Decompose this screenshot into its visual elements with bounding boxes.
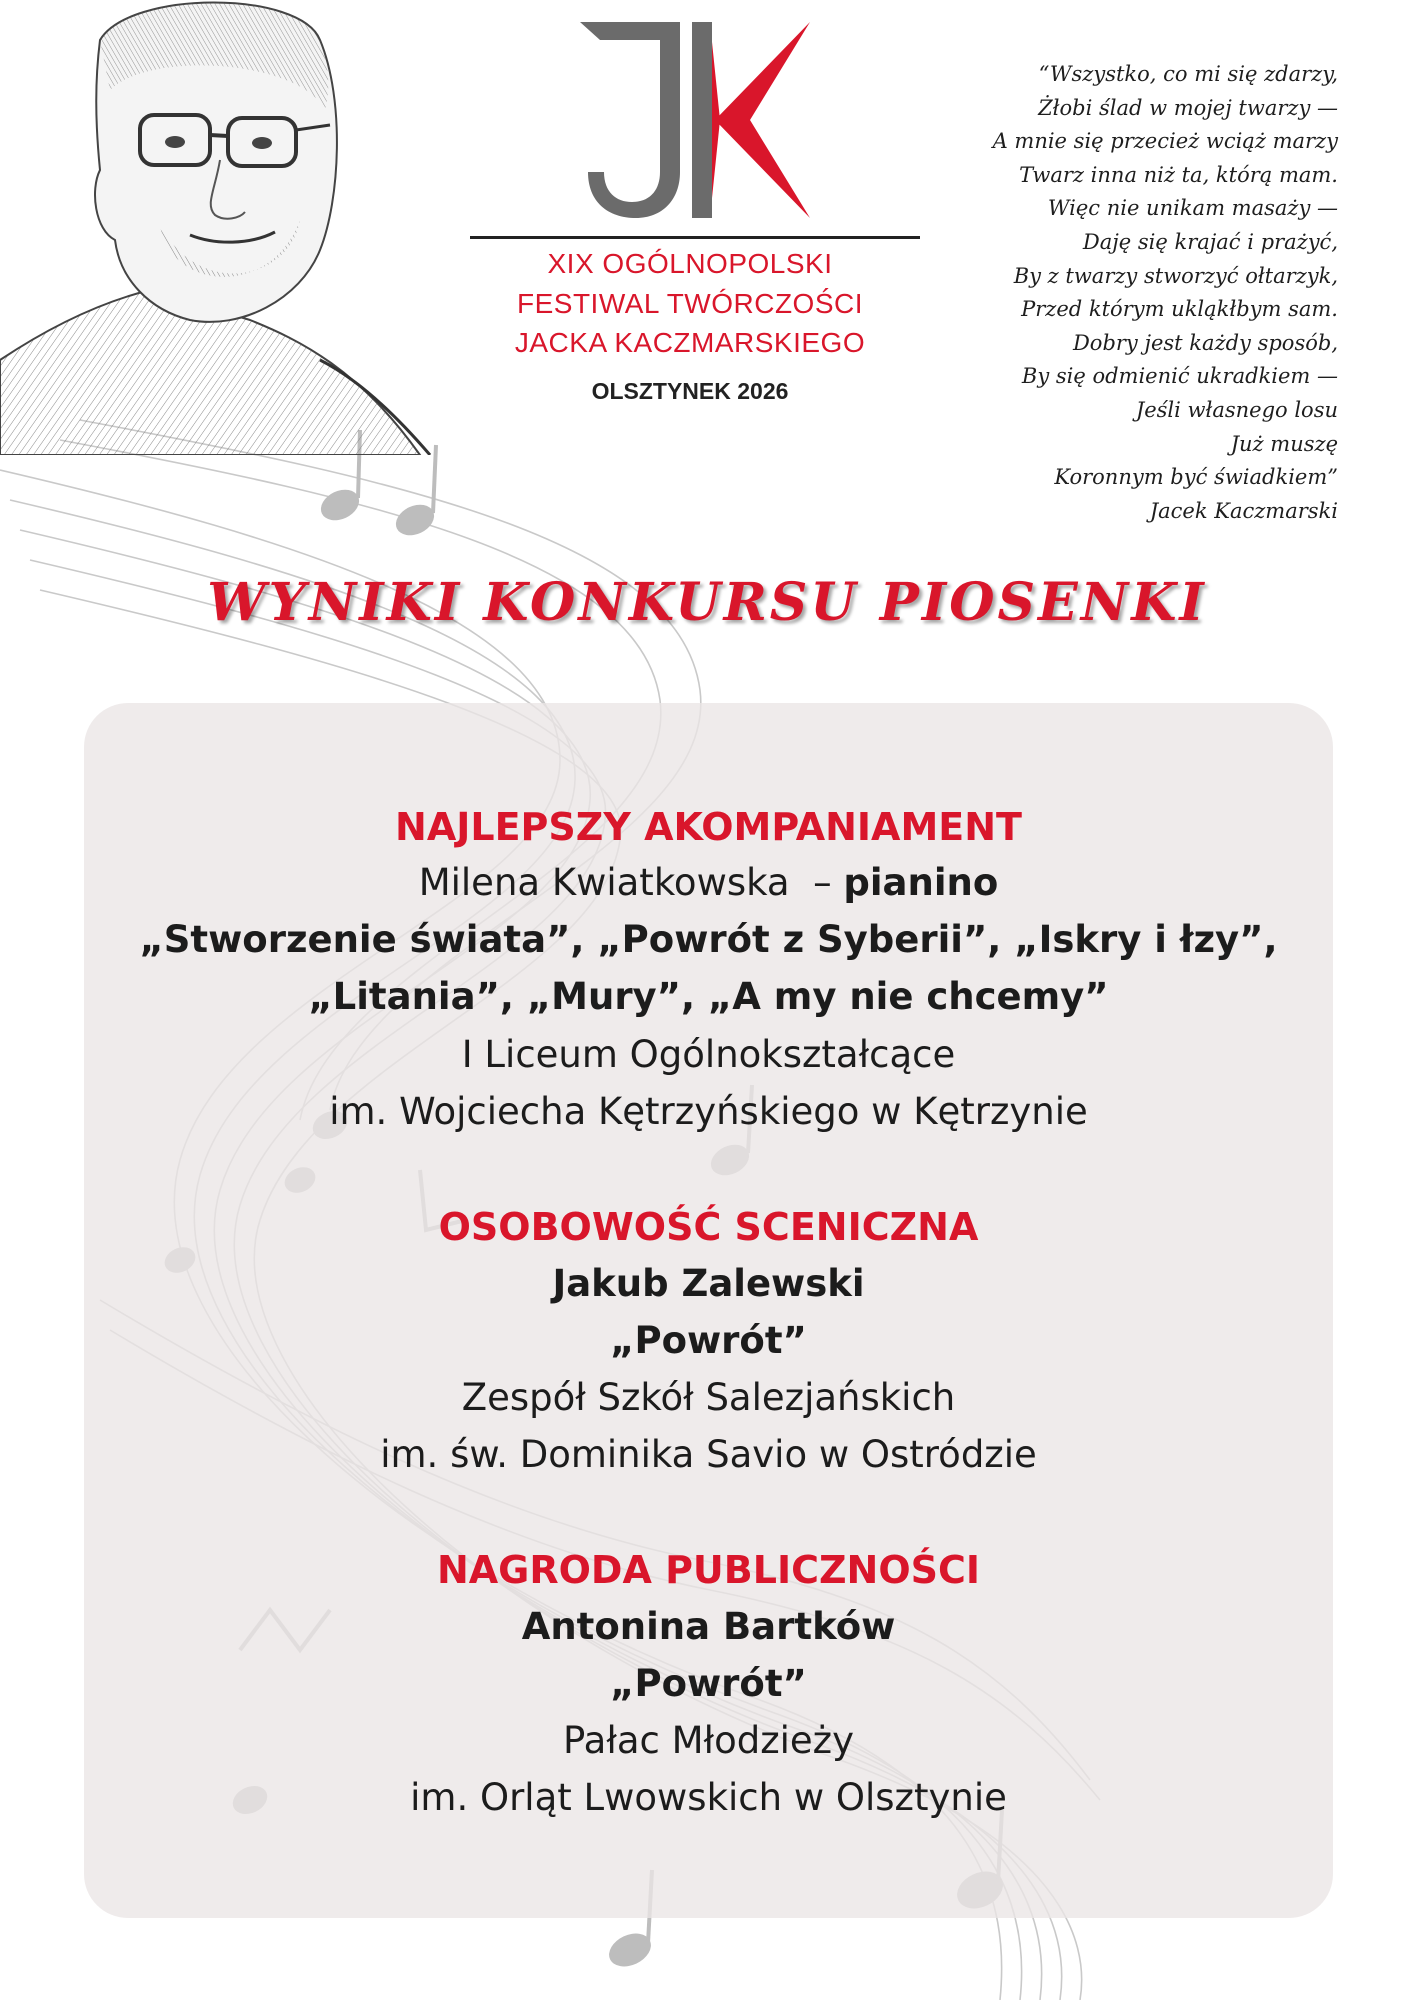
school-name: I Liceum Ogólnokształcące (461, 1033, 956, 1076)
poem-line: A mnie się przecież wciąż marzy (992, 129, 1338, 154)
school-name: im. św. Dominika Savio w Ostródzie (380, 1433, 1037, 1476)
poem-line: By się odmienić ukradkiem — (1021, 364, 1338, 389)
page-title: WYNIKI KONKURSU PIOSENKI (207, 572, 1207, 633)
poem-line: Twarz inna niż ta, którą mam. (1019, 162, 1338, 187)
poem-line: Już muszę (1230, 431, 1338, 456)
poem-line: Więc nie unikam masaży — (1047, 196, 1338, 221)
poem-author: Jacek Kaczmarski (1149, 498, 1338, 523)
poem-line: “Wszystko, co mi się zdarzy, (1038, 62, 1338, 86)
winner-name: Antonina Bartków (521, 1605, 896, 1648)
jk-festival-logo (580, 22, 810, 218)
poem-line: By z twarzy stworzyć ołtarzyk, (1013, 263, 1338, 288)
school-name: im. Orląt Lwowskich w Olsztynie (410, 1776, 1007, 1819)
song-title: „Powrót” (610, 1319, 807, 1362)
category-heading: OSOBOWOŚĆ SCENICZNA (438, 1205, 979, 1249)
poem-quote (898, 58, 1338, 528)
separator: – (813, 861, 832, 904)
poem-line: Dobry jest każdy sposób, (1072, 330, 1338, 355)
poem-line: Żłobi ślad w mojej twarzy — (1038, 95, 1338, 120)
festival-place-year: OLSZTYNEK 2026 (591, 378, 789, 404)
festival-title-line-3: JACKA KACZMARSKIEGO (514, 327, 866, 358)
winner-name: Jakub Zalewski (552, 1262, 865, 1305)
winner-line (84, 861, 1333, 904)
school-name: Zespół Szkół Salezjańskich (461, 1376, 956, 1419)
poem-line: Daję się krajać i prażyć, (1082, 229, 1338, 254)
poem-line: Przed którym ukląkłbym sam. (1021, 297, 1338, 322)
category-heading: NAGRODA PUBLICZNOŚCI (436, 1548, 981, 1592)
instrument: pianino (843, 861, 999, 904)
song-titles: „Litania”, „Mury”, „A my nie chcemy” (308, 975, 1109, 1018)
festival-title-line-1: XIX OGÓLNOPOLSKI (547, 248, 833, 279)
winner-name: Milena Kwiatkowska (418, 861, 790, 904)
poem-line: Jeśli własnego losu (1135, 397, 1338, 422)
school-name: Pałac Młodzieży (563, 1719, 854, 1762)
song-titles: „Stworzenie świata”, „Powrót z Syberii”, „Iskry i łzy”, (139, 918, 1278, 961)
song-title: „Powrót” (610, 1662, 807, 1705)
logo-divider (470, 236, 920, 239)
festival-title-line-2: FESTIWAL TWÓRCZOŚCI (516, 288, 864, 319)
category-heading: NAJLEPSZY AKOMPANIAMENT (395, 805, 1022, 849)
school-name: im. Wojciecha Kętrzyńskiego w Kętrzynie (329, 1090, 1088, 1133)
jacek-kaczmarski-portrait-sketch (0, 0, 480, 455)
poem-line: Koronnym być świadkiem” (1054, 465, 1338, 490)
